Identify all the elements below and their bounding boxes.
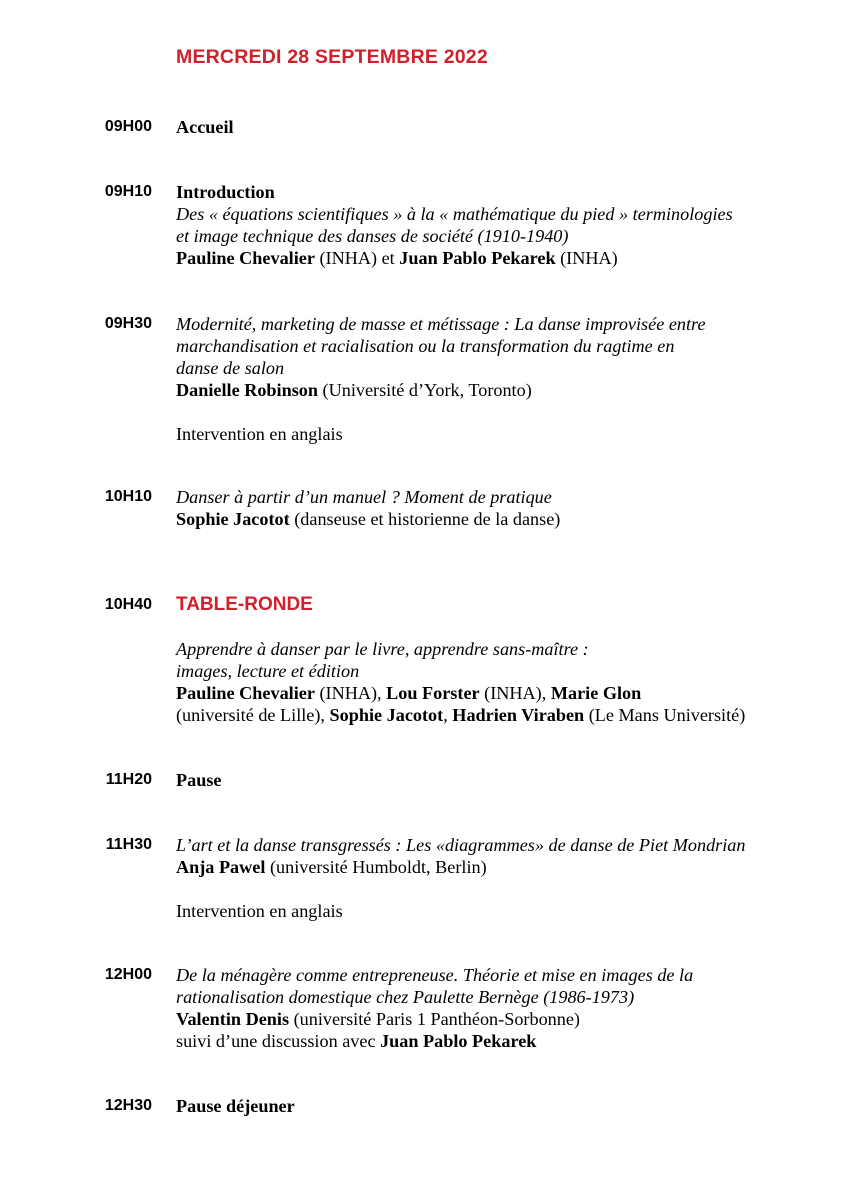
- talk-title-line: rationalisation domestique chez Paulette Bernège (1986-1973): [176, 987, 635, 1007]
- time-label: 09H00: [104, 118, 152, 135]
- language-note: Intervention en anglais: [176, 901, 343, 921]
- speaker-name: Danielle Robinson: [176, 380, 318, 400]
- time-label: 09H10: [104, 183, 152, 200]
- discussion-line: [176, 1030, 816, 1052]
- speakers-line: [176, 247, 816, 269]
- speaker-name: Anja Pawel: [176, 857, 266, 877]
- affiliation: (INHA),: [314, 683, 387, 703]
- speaker-name: Juan Pablo Pekarek: [399, 248, 556, 268]
- speakers-line: [176, 704, 816, 726]
- speaker-name: Lou Forster: [386, 683, 480, 703]
- speaker-name: Pauline Chevalier: [176, 248, 315, 268]
- time-label: 12H30: [104, 1097, 152, 1114]
- talk-title-line: Apprendre à danser par le livre, apprendre sans-maître :: [176, 639, 589, 659]
- talk-title-line: danse de salon: [176, 358, 285, 378]
- affiliation: (Le Mans Université): [584, 705, 746, 725]
- talk-title-line: Des « équations scientifiques » à la « mathématique du pied » terminologies: [176, 204, 733, 224]
- speaker-name: Marie Glon: [550, 683, 642, 703]
- speaker-name: Hadrien Viraben: [452, 705, 585, 725]
- affiliation: (université Humboldt, Berlin): [265, 857, 487, 877]
- speaker-line: [176, 379, 816, 401]
- speaker-name: Valentin Denis: [176, 1009, 290, 1029]
- session-title: Accueil: [176, 117, 234, 137]
- time-label: 12H00: [104, 966, 152, 983]
- session-title: Introduction: [176, 182, 275, 202]
- discussant-name: Juan Pablo Pekarek: [380, 1031, 537, 1051]
- affiliation: (INHA): [555, 248, 618, 268]
- affiliation: (INHA) et: [314, 248, 400, 268]
- time-label: 10H10: [104, 488, 152, 505]
- time-label: 10H40: [104, 596, 152, 613]
- speakers-line: [176, 682, 816, 704]
- speaker-line: [176, 856, 816, 878]
- talk-title-line: Modernité, marketing de masse et métissage : La danse improvisée entre: [176, 314, 706, 334]
- roundtable-title: TABLE-RONDE: [176, 594, 313, 615]
- speaker-name: Pauline Chevalier: [176, 683, 315, 703]
- talk-title-line: De la ménagère comme entrepreneuse. Théorie et mise en images de la: [176, 965, 694, 985]
- affiliation: ,: [443, 705, 453, 725]
- talk-title-line: marchandisation et racialisation ou la transformation du ragtime en: [176, 336, 675, 356]
- speaker-name: Sophie Jacotot: [329, 705, 444, 725]
- affiliation: (danseuse et historienne de la danse): [289, 509, 561, 529]
- affiliation: (université de Lille),: [176, 705, 330, 725]
- speaker-line: [176, 508, 816, 530]
- speaker-name: Sophie Jacotot: [176, 509, 290, 529]
- discussion-prefix: suivi d’une discussion avec: [176, 1031, 381, 1051]
- affiliation: (Université d’York, Toronto): [318, 380, 532, 400]
- session-title: Pause: [176, 770, 222, 790]
- talk-title-line: L’art et la danse transgressés : Les «diagrammes» de danse de Piet Mondrian: [176, 835, 746, 855]
- date-heading: MERCREDI 28 SEPTEMBRE 2022: [176, 46, 488, 68]
- language-note: Intervention en anglais: [176, 424, 343, 444]
- time-label: 09H30: [104, 315, 152, 332]
- speaker-line: [176, 1008, 816, 1030]
- affiliation: (INHA),: [479, 683, 551, 703]
- talk-title-line: images, lecture et édition: [176, 661, 360, 681]
- time-label: 11H30: [105, 836, 152, 853]
- talk-title-line: et image technique des danses de société (1910-1940): [176, 226, 569, 246]
- time-label: 11H20: [105, 771, 152, 788]
- talk-title-line: Danser à partir d’un manuel ? Moment de pratique: [176, 487, 552, 507]
- session-title: Pause déjeuner: [176, 1096, 295, 1116]
- affiliation: (université Paris 1 Panthéon-Sorbonne): [289, 1009, 580, 1029]
